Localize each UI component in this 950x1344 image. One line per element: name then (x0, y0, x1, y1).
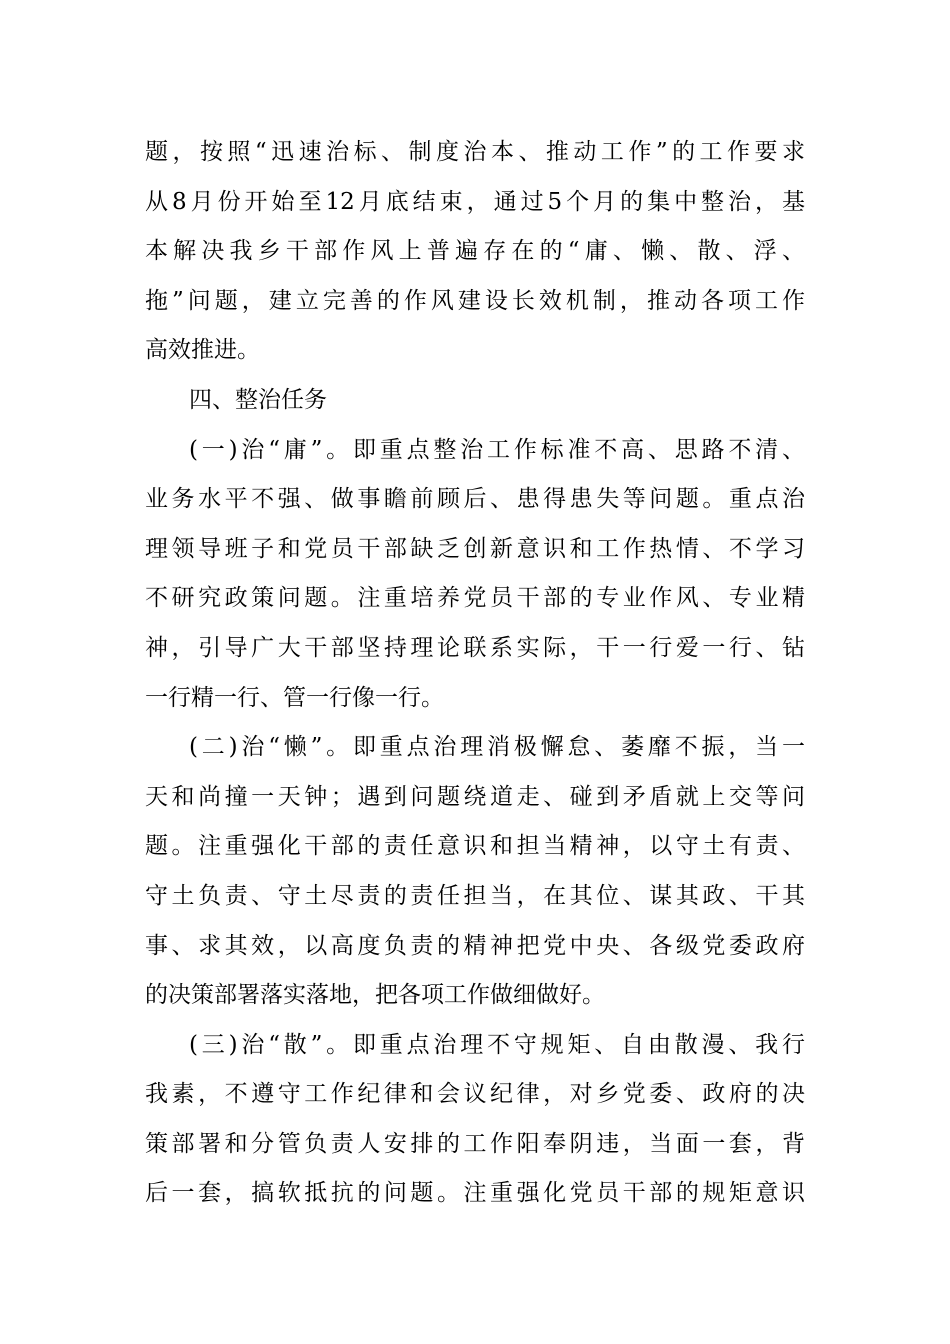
text-line: 策部署和分管负责人安排的工作阳奉阴违，当面一套，背 (145, 1130, 805, 1157)
text-line: 守土负责、守土尽责的责任担当，在其位、谋其政、干其 (145, 882, 805, 909)
text-line: (一)治“庸”。即重点整治工作标准不高、思路不清、 (189, 436, 805, 463)
text-line: 题，按照“迅速治标、制度治本、推动工作”的工作要求 (145, 139, 805, 165)
text-line: 一行精一行、管一行像一行。 (145, 684, 444, 711)
text-line: 神，引导广大干部坚持理论联系实际，干一行爱一行、钻 (145, 634, 805, 661)
text-line: (二)治“懒”。即重点治理消极懈怠、萎靡不振，当一 (189, 734, 805, 761)
text-line: 的决策部署落实落地，把各项工作做细做好。 (145, 982, 605, 1009)
text-line: 不研究政策问题。注重培养党员干部的专业作风、专业精 (145, 585, 805, 612)
text-line: 业务水平不强、做事瞻前顾后、患得患失等问题。重点治 (145, 486, 805, 513)
text-line: (三)治“散”。即重点治理不守规矩、自由散漫、我行 (189, 1031, 805, 1058)
text-line: 拖”问题，建立完善的作风建设长效机制，推动各项工作 (145, 287, 805, 314)
text-line: 事、求其效，以高度负责的精神把党中央、各级党委政府 (145, 932, 805, 959)
text-line: 从8月份开始至12月底结束，通过5个月的集中整治，基 (145, 188, 805, 215)
text-line: 四、整治任务 (189, 386, 327, 413)
text-line: 本解决我乡干部作风上普遍存在的“庸、懒、散、浮、 (145, 238, 805, 265)
text-line: 高效推进。 (145, 337, 260, 364)
document-body (145, 128, 805, 1219)
text-line: 理领导班子和党员干部缺乏创新意识和工作热情、不学习 (145, 535, 805, 562)
text-line: 题。注重强化干部的责任意识和担当精神，以守土有责、 (145, 833, 805, 860)
text-line: 后一套，搞软抵抗的问题。注重强化党员干部的规矩意识 (145, 1180, 805, 1207)
text-line: 我素，不遵守工作纪律和会议纪律，对乡党委、政府的决 (145, 1081, 805, 1108)
text-line: 天和尚撞一天钟；遇到问题绕道走、碰到矛盾就上交等问 (145, 783, 805, 810)
